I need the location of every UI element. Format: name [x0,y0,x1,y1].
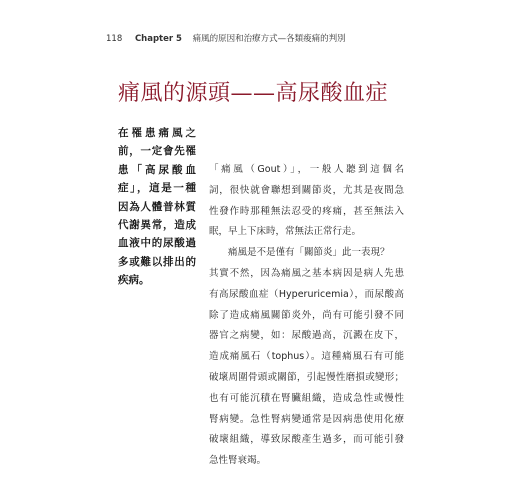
body-line: 破壞組織，導致尿酸產生過多，而可能引發 [209,434,404,446]
sidebar-line: 血液中的尿酸過 [118,237,196,250]
body-line: 有高尿酸血症（Hyperuricemia），而尿酸高 [209,288,404,300]
sidebar-line: 多或難以排出的 [118,255,196,268]
sidebar-line: 因為人體普林質 [118,200,196,213]
body-line: 急性腎衰竭。 [209,455,267,467]
body-line: 除了造成痛風關節炎外，尚有可能引發不同 [209,309,404,321]
body-line: 詞，很快就會聯想到關節炎，尤其是夜間急 [209,184,404,196]
sidebar-line: 患「高尿酸血 [118,163,196,176]
body-line: 破壞周圍骨頭或關節，引起慢性磨損或變形； [209,371,404,383]
sidebar-line: 疾病。 [118,274,150,287]
sidebar-line: 代謝異常，造成 [118,219,196,232]
sidebar-line: 症」，這是一種 [118,182,196,195]
page-number: 118 [106,34,123,44]
body-line: 其實不然，因為痛風之基本病因是病人先患 [209,267,404,279]
body-line: 器官之病變，如：尿酸過高，沉澱在皮下， [209,330,404,342]
sidebar-line: 在罹患痛風之 [118,127,196,139]
body-line: 腎病變。急性腎病變通常是因病患使用化療 [209,413,404,425]
body-line: 性發作時那種無法忍受的疼痛，甚至無法入 [209,205,404,217]
body-line: 眠，早上下床時，常無法正常行走。 [209,226,362,238]
chapter-title: 痛風的原因和治療方式—各類痠痛的判別 [192,34,346,44]
body-line: 「痛風（Gout）」，一般人聽到這個名 [209,164,404,175]
body-line: 造成痛風石（tophus）。這種痛風石有可能 [209,351,404,363]
body-line: 也有可能沉積在腎臟組織，造成急性或慢性 [209,392,404,404]
running-header [106,32,346,44]
section-title: 痛風的源頭——高尿酸血症 [118,81,389,106]
sidebar-line: 前，一定會先罹 [118,145,196,158]
body-text [209,160,404,472]
body-line: 痛風是不是僅有「關節炎」此一表現？ [228,247,390,259]
chapter-label: Chapter 5 [134,34,182,44]
sidebar-summary [118,124,196,290]
